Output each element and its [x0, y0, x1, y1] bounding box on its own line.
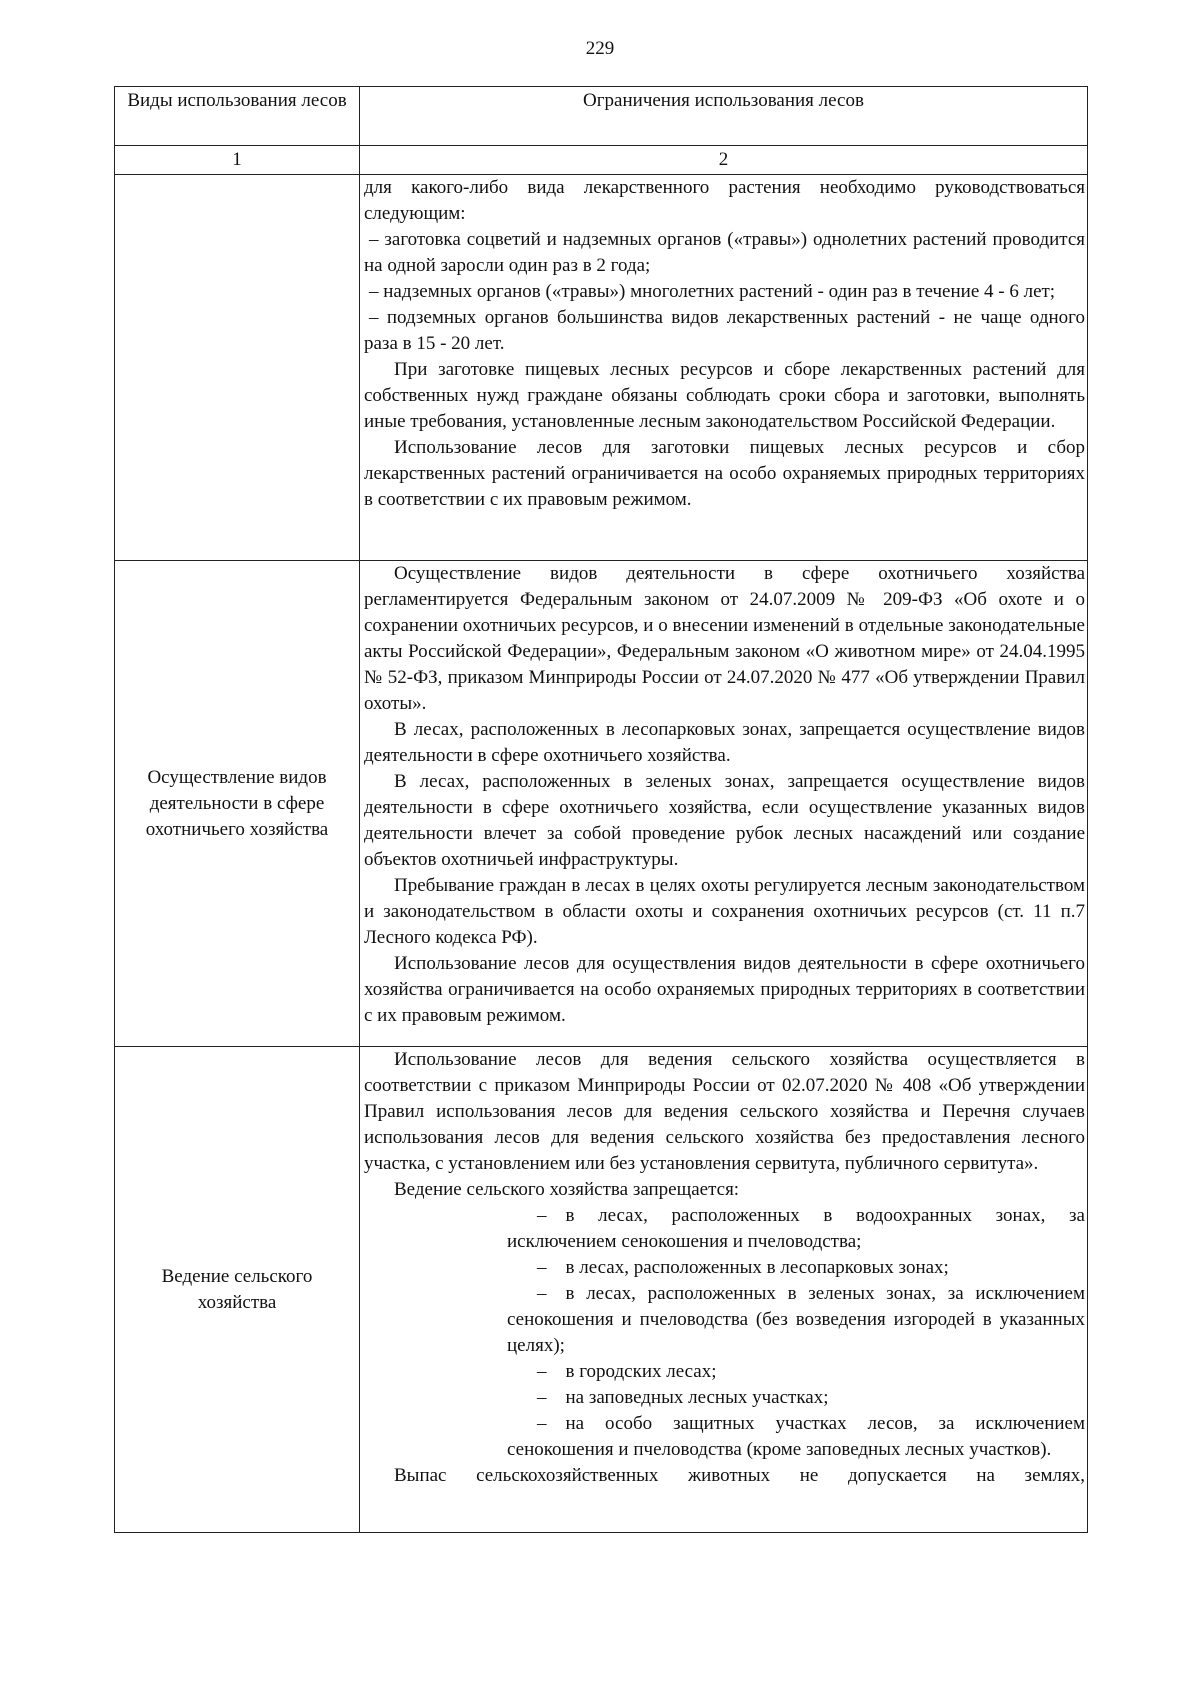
paragraph: В лесах, расположенных в зеленых зонах, запрещается осуществление видов деятельности в сфере охотничьего хозяйства, если осуществление указанных видов деятельности влечет за собой проведение рубок лесных насаждений или создание объектов охотничьей инфраструктуры.	[364, 771, 1085, 870]
column-number-1: 1	[115, 146, 360, 175]
paragraph: Выпас сельскохозяйственных животных не допускается на землях,	[394, 1465, 1085, 1486]
list-item: – в городских лесах;	[537, 1361, 717, 1382]
table-row	[115, 175, 1088, 561]
list-item: – заготовка соцветий и надземных органов («травы») однолетних растений проводится на одной заросли один раз в 2 года;	[364, 229, 1085, 276]
page-number: 229	[585, 38, 615, 59]
table-header-row	[115, 87, 1088, 146]
paragraph: В лесах, расположенных в лесопарковых зонах, запрещается осуществление видов деятельности в сфере охотничьего хозяйства.	[364, 719, 1085, 766]
list-item: – на особо защитных участках лесов, за исключением сенокошения и пчеловодства (кроме заповедных лесных участков).	[507, 1413, 1085, 1460]
paragraph: Ведение сельского хозяйства запрещается:	[394, 1179, 740, 1200]
paragraph: Использование лесов для заготовки пищевых лесных ресурсов и сбор лекарственных растений ограничивается на особо охраняемых природных территориях в соответствии с их правовым режимом.	[364, 437, 1085, 510]
row-category	[115, 175, 360, 561]
paragraph: Осуществление видов деятельности в сфере охотничьего хозяйства регламентируется Федеральным законом от 24.07.2009 № 209-ФЗ «Об охоте и о сохранении охотничьих ресурсов, и о внесении изменений в отдельные законодательные акты Российской Федерации», Федеральным законом «О животном мире» от 24.04.1995 № 52-ФЗ, приказом Минприроды России от 24.07.2020 № 477 «Об утверждении Правил охоты».	[364, 563, 1085, 714]
paragraph: для какого-либо вида лекарственного растения необходимо руководствоваться следующим:	[364, 177, 1085, 224]
column-number-2: 2	[360, 146, 1088, 175]
row-restrictions	[360, 175, 1088, 561]
paragraph: Использование лесов для осуществления видов деятельности в сфере охотничьего хозяйства ограничивается на особо охраняемых природных территориях в соответствии с их правовым режимом.	[364, 953, 1085, 1026]
paragraph: При заготовке пищевых лесных ресурсов и сборе лекарственных растений для собственных нужд граждане обязаны соблюдать сроки сбора и заготовки, выполнять иные требования, установленные лесным законодательством Российской Федерации.	[364, 359, 1085, 432]
row-category: Осуществление видов деятельности в сфере охотничьего хозяйства	[115, 561, 360, 1047]
column-number-row	[115, 146, 1088, 175]
row-category: Ведение сельского хозяйства	[115, 1047, 360, 1533]
table-row	[115, 1047, 1088, 1533]
paragraph: Использование лесов для ведения сельского хозяйства осуществляется в соответствии с приказом Минприроды России от 02.07.2020 № 408 «Об утверждении Правил использования лесов для ведения сельского хозяйства и Перечня случаев использования лесов для ведения сельского хозяйства без предоставления лесного участка, с установлением или без установления сервитута, публичного сервитута».	[364, 1049, 1085, 1174]
list-item: – надземных органов («травы») многолетних растений - один раз в течение 4 - 6 лет;	[369, 281, 1056, 302]
row-restrictions	[360, 1047, 1088, 1533]
restrictions-table	[114, 86, 1088, 1533]
header-col-restrictions: Ограничения использования лесов	[360, 87, 1088, 146]
list-item: – в лесах, расположенных в лесопарковых зонах;	[537, 1257, 949, 1278]
list-item: – в лесах, расположенных в зеленых зонах, за исключением сенокошения и пчеловодства (без возведения изгородей в указанных целях);	[507, 1283, 1085, 1356]
row-restrictions	[360, 561, 1088, 1047]
paragraph: Пребывание граждан в лесах в целях охоты регулируется лесным законодательством и законодательством в области охоты и сохранения охотничьих ресурсов (ст. 11 п.7 Лесного кодекса РФ).	[364, 875, 1085, 948]
header-col-usage-type: Виды использования лесов	[115, 87, 360, 146]
list-item: – на заповедных лесных участках;	[537, 1387, 829, 1408]
list-item: – подземных органов большинства видов лекарственных растений - не чаще одного раза в 15 - 20 лет.	[364, 307, 1085, 354]
table-row	[115, 561, 1088, 1047]
list-item: – в лесах, расположенных в водоохранных зонах, за исключением сенокошения и пчеловодства;	[507, 1205, 1085, 1252]
